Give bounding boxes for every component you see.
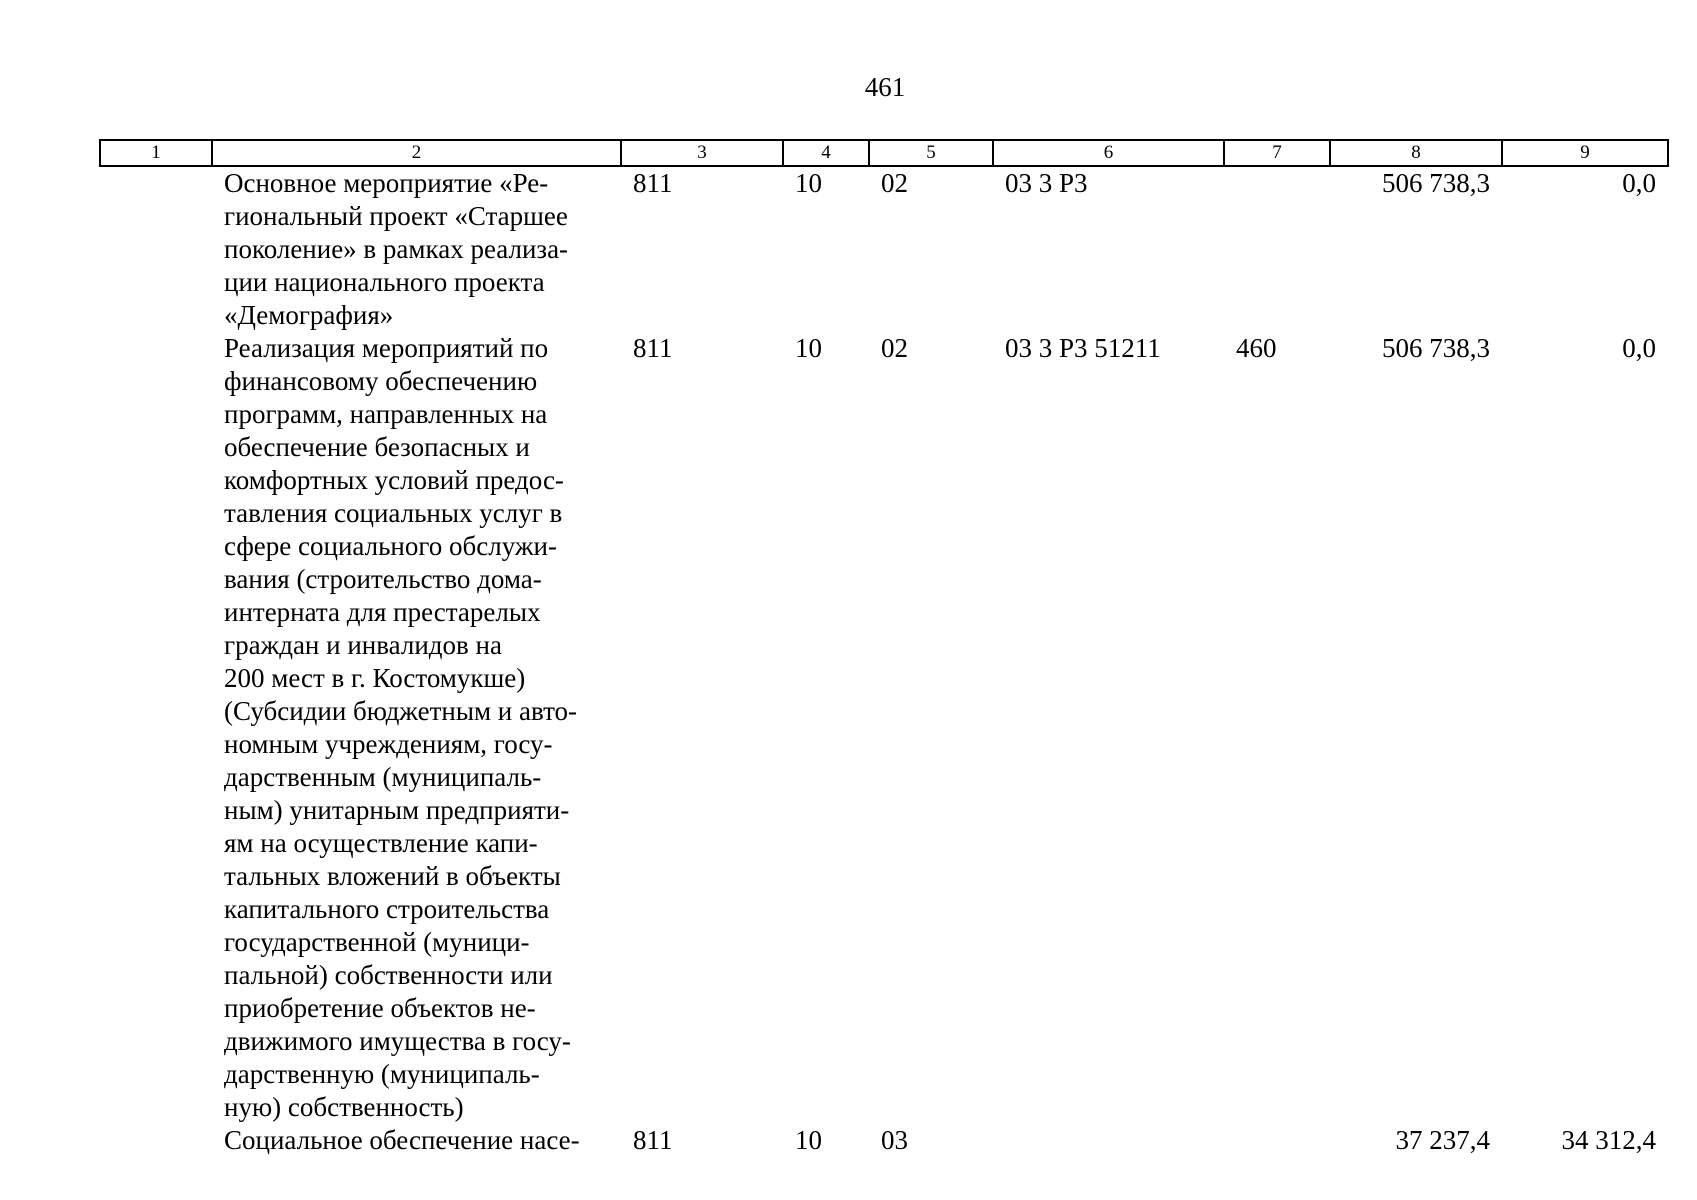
page-number: 461 — [864, 72, 906, 102]
subsection-code-cell: 02 — [881, 333, 908, 363]
column-header-5: 5 — [869, 140, 993, 166]
row-number-cell — [100, 1124, 212, 1157]
subsection-code-cell: 02 — [881, 168, 908, 198]
amount-cell-8: 506 738,3 — [1382, 168, 1490, 198]
table-row — [100, 1124, 1668, 1157]
table-header — [100, 140, 1668, 166]
target-item-cell: 03 3 Р3 — [1005, 168, 1088, 198]
item-name-cell: Основное мероприятие «Ре- гиональный проект «Старшее поколение» в рамках реализа- ции национального проекта «Демография» — [224, 168, 569, 330]
column-header-8: 8 — [1330, 140, 1502, 166]
item-name-cell: Реализация мероприятий по финансовому обеспечению программ, направленных на обеспечение безопасных и комфортных условий предос- тавления социальных услуг в сфере социального обслужи- вания (строительство дома- интерната для престарелых граждан и инвалидов на 200 мест в г. Костомукше) (Субсидии бюджетным и авто- номным учреждениям, госу- дарственным (муниципаль- ным) унитарным предприяти- ям на осуществление капи- тальных вложений в объекты капитального строительства государственной (муници- пальной) собственности или приобретение объектов не- движимого имущества в госу- дарственную (муниципаль- ную) собственность) — [224, 333, 578, 1122]
section-code-cell: 10 — [795, 333, 822, 363]
ministry-code-cell: 811 — [633, 168, 673, 198]
expense-type-cell — [1224, 1124, 1330, 1157]
item-name-cell: Социальное обеспечение насе- — [224, 1125, 580, 1155]
target-item-cell — [993, 1124, 1224, 1157]
table-row — [100, 166, 1668, 332]
column-header-7: 7 — [1224, 140, 1330, 166]
budget-table — [99, 139, 1669, 1157]
table-row — [100, 332, 1668, 1124]
amount-cell-9: 34 312,4 — [1561, 1125, 1656, 1155]
ministry-code-cell: 811 — [633, 1125, 673, 1155]
target-item-cell: 03 3 Р3 51211 — [1005, 333, 1161, 363]
column-header-6: 6 — [993, 140, 1224, 166]
column-header-4: 4 — [783, 140, 869, 166]
column-header-2: 2 — [212, 140, 621, 166]
expense-type-cell — [1224, 166, 1330, 332]
row-number-cell — [100, 332, 212, 1124]
amount-cell-8: 506 738,3 — [1382, 333, 1490, 363]
column-header-9: 9 — [1502, 140, 1668, 166]
row-number-cell — [100, 166, 212, 332]
column-header-1: 1 — [100, 140, 212, 166]
subsection-code-cell: 03 — [881, 1125, 908, 1155]
ministry-code-cell: 811 — [633, 333, 673, 363]
expense-type-cell: 460 — [1236, 333, 1277, 363]
section-code-cell: 10 — [795, 1125, 822, 1155]
header-row — [100, 140, 1668, 166]
table-body — [100, 166, 1668, 1157]
amount-cell-8: 37 237,4 — [1395, 1125, 1490, 1155]
section-code-cell: 10 — [795, 168, 822, 198]
column-header-3: 3 — [621, 140, 783, 166]
amount-cell-9: 0,0 — [1622, 333, 1656, 363]
amount-cell-9: 0,0 — [1622, 168, 1656, 198]
